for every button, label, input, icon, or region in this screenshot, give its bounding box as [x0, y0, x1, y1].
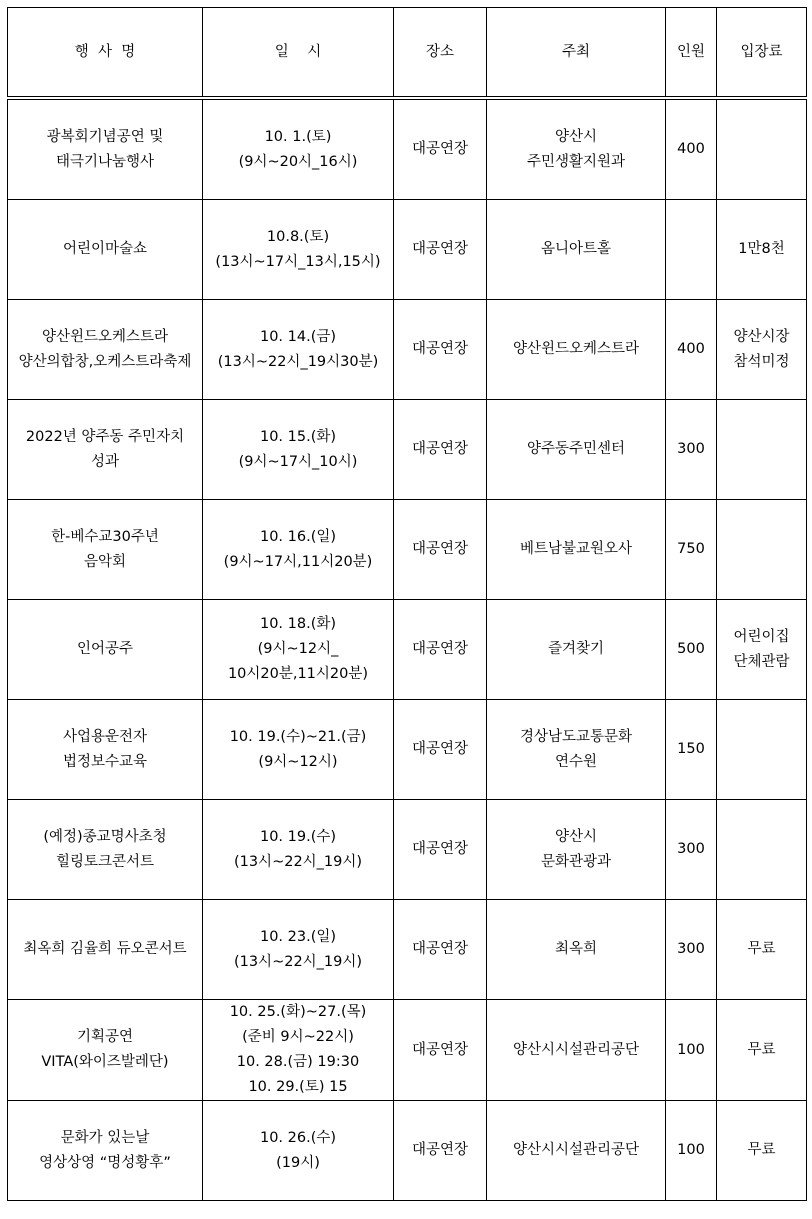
cell-host	[487, 500, 666, 600]
table-row	[8, 900, 807, 1000]
cell-date-time-line: (9시~12시)	[258, 753, 338, 770]
cell-event-name	[8, 400, 203, 500]
cell-capacity-line: 500	[677, 641, 705, 657]
cell-admission-fee	[717, 500, 807, 600]
cell-capacity	[666, 500, 717, 600]
cell-date-time-line: (13시~22시_19시)	[233, 953, 363, 970]
cell-date-time-line: 10. 26.(수)	[259, 1129, 337, 1146]
cell-capacity	[666, 600, 717, 700]
header-capacity: 인원	[666, 8, 717, 99]
cell-date-time-line: (9시~17시,11시20분)	[223, 553, 373, 570]
cell-date-time-line: (13시~22시_19시)	[233, 853, 363, 870]
cell-venue-line: 대공연장	[411, 1041, 469, 1058]
cell-capacity	[666, 700, 717, 800]
cell-venue	[394, 900, 487, 1000]
table-row	[8, 600, 807, 700]
cell-host-line: 경상남도교통문화	[519, 728, 633, 745]
cell-venue	[394, 1000, 487, 1101]
cell-date-time	[203, 400, 394, 500]
cell-host	[487, 98, 666, 200]
cell-event-name-line: 음악회	[83, 553, 127, 570]
cell-venue-line: 대공연장	[411, 741, 469, 757]
cell-event-name-line: 힐링토크콘서트	[55, 853, 155, 870]
cell-date-time-line: 10.8.(토)	[266, 228, 330, 245]
cell-capacity-line: 100	[677, 1041, 705, 1058]
cell-admission-fee	[717, 600, 807, 700]
cell-venue-line: 대공연장	[411, 241, 469, 257]
cell-capacity-line: 300	[677, 941, 705, 957]
cell-capacity	[666, 900, 717, 1000]
cell-event-name-line: 성과	[90, 453, 119, 470]
cell-date-time	[203, 300, 394, 400]
cell-event-name-line: VITA(와이즈발레단)	[41, 1054, 169, 1070]
cell-date-time	[203, 1000, 394, 1101]
header-date-time: 일 시	[203, 8, 394, 99]
cell-host	[487, 300, 666, 400]
cell-admission-fee-line: 무료	[747, 1142, 776, 1158]
cell-event-name	[8, 1000, 203, 1101]
cell-event-name	[8, 98, 203, 200]
cell-host	[487, 600, 666, 700]
table-row	[8, 1101, 807, 1201]
cell-admission-fee-line: 무료	[747, 941, 776, 957]
cell-host	[487, 800, 666, 900]
cell-capacity-line: 150	[677, 741, 705, 757]
cell-host-line: 양산시	[554, 128, 598, 145]
table-row	[8, 200, 807, 300]
cell-date-time-line: (9시~20시_16시)	[238, 153, 358, 170]
cell-host	[487, 900, 666, 1000]
table-body	[8, 98, 807, 1201]
cell-admission-fee	[717, 98, 807, 200]
cell-admission-fee-line: 어린이집	[733, 628, 790, 645]
cell-host-line: 베트남불교원오사	[519, 541, 633, 557]
cell-venue-line: 대공연장	[411, 841, 469, 857]
cell-host	[487, 1000, 666, 1101]
cell-capacity	[666, 1000, 717, 1101]
cell-date-time	[203, 800, 394, 900]
cell-event-name	[8, 700, 203, 800]
cell-admission-fee-line: 무료	[747, 1041, 776, 1058]
cell-host-line: 문화관광과	[540, 853, 612, 870]
header-host: 주최	[487, 8, 666, 99]
cell-venue-line: 대공연장	[411, 641, 469, 657]
cell-date-time-line: 10. 18.(화)	[259, 616, 337, 632]
cell-date-time-line: 10. 16.(일)	[259, 528, 337, 545]
cell-event-name-line: 2022년 양주동 주민자치	[25, 428, 185, 445]
header-admission-fee: 입장료	[717, 8, 807, 99]
cell-date-time	[203, 600, 394, 700]
table-row	[8, 700, 807, 800]
cell-capacity-line: 300	[677, 441, 705, 457]
cell-date-time-line: 10. 29.(토) 15	[248, 1079, 348, 1095]
cell-event-name	[8, 300, 203, 400]
cell-event-name-line: (예정)종교명사초청	[43, 828, 167, 845]
table-row	[8, 800, 807, 900]
cell-admission-fee	[717, 800, 807, 900]
cell-venue-line: 대공연장	[411, 441, 469, 457]
cell-event-name-line: 어린이마술쇼	[62, 241, 148, 257]
cell-date-time	[203, 98, 394, 200]
cell-host-line: 연수원	[554, 753, 598, 770]
cell-admission-fee	[717, 300, 807, 400]
cell-event-name	[8, 1101, 203, 1201]
cell-event-name-line: 사업용운전자	[62, 728, 148, 745]
cell-event-name-line: 한-베수교30주년	[51, 528, 159, 545]
cell-venue	[394, 400, 487, 500]
cell-host-line: 주민생활지원과	[526, 153, 626, 170]
cell-admission-fee-line: 단체관람	[733, 653, 790, 670]
table-row	[8, 98, 807, 200]
event-schedule-table	[7, 7, 807, 1201]
cell-admission-fee	[717, 1000, 807, 1101]
cell-event-name-line: 기획공연	[76, 1029, 134, 1045]
cell-date-time	[203, 700, 394, 800]
cell-capacity	[666, 1101, 717, 1201]
cell-venue-line: 대공연장	[411, 541, 469, 557]
cell-capacity-line: 400	[677, 341, 705, 357]
cell-event-name-line: 양산의합창,오케스트라축제	[18, 353, 192, 370]
cell-admission-fee	[717, 700, 807, 800]
cell-date-time	[203, 500, 394, 600]
cell-date-time-line: (9시~17시_10시)	[238, 453, 358, 470]
cell-capacity	[666, 300, 717, 400]
cell-capacity-line: 400	[677, 141, 705, 157]
table-row	[8, 400, 807, 500]
cell-admission-fee	[717, 900, 807, 1000]
cell-venue-line: 대공연장	[411, 941, 469, 957]
cell-date-time	[203, 1101, 394, 1201]
cell-venue-line: 대공연장	[411, 1142, 469, 1158]
cell-host	[487, 400, 666, 500]
cell-venue	[394, 500, 487, 600]
cell-date-time-line: (13시~17시_13시,15시)	[215, 253, 381, 270]
cell-date-time-line: (9시~12시_	[257, 641, 339, 657]
cell-host-line: 최옥희	[554, 941, 598, 957]
header-venue: 장소	[394, 8, 487, 99]
cell-host-line: 즐겨찾기	[547, 641, 605, 657]
cell-capacity-line: 750	[677, 541, 705, 557]
cell-date-time-line: 10. 15.(화)	[259, 428, 337, 445]
cell-capacity-line: 300	[677, 841, 705, 857]
cell-event-name-line: 영상상영 “명성황후”	[39, 1154, 171, 1171]
cell-admission-fee-line: 양산시장	[733, 328, 790, 345]
cell-event-name-line: 양산윈드오케스트라	[41, 328, 169, 345]
table-header	[8, 8, 807, 99]
cell-event-name-line: 광복회기념공연 및	[46, 128, 164, 145]
cell-date-time-line: 10. 23.(일)	[259, 928, 337, 945]
cell-event-name-line: 문화가 있는날	[60, 1129, 150, 1146]
table-row	[8, 300, 807, 400]
cell-event-name-line: 법정보수교육	[62, 753, 148, 770]
cell-event-name	[8, 900, 203, 1000]
cell-event-name	[8, 600, 203, 700]
cell-date-time	[203, 200, 394, 300]
cell-event-name	[8, 200, 203, 300]
cell-capacity	[666, 800, 717, 900]
cell-date-time-line: (19시)	[276, 1154, 320, 1171]
header-event-name: 행 사 명	[8, 8, 203, 99]
cell-admission-fee	[717, 1101, 807, 1201]
cell-date-time-line: 10. 19.(수)~21.(금)	[229, 728, 367, 745]
table-row	[8, 1000, 807, 1101]
cell-host-line: 옴니아트홀	[540, 241, 612, 257]
cell-date-time-line: 10. 25.(화)~27.(목)	[229, 1004, 367, 1020]
cell-host-line: 양산시	[554, 828, 598, 845]
cell-host	[487, 1101, 666, 1201]
cell-admission-fee-line: 1만8천	[738, 241, 785, 257]
cell-event-name-line: 태극기나눔행사	[55, 153, 155, 170]
cell-venue-line: 대공연장	[411, 141, 469, 157]
cell-admission-fee-line: 참석미정	[733, 353, 790, 370]
cell-host	[487, 700, 666, 800]
cell-venue	[394, 1101, 487, 1201]
cell-capacity	[666, 200, 717, 300]
cell-event-name-line: 최옥희 김율희 듀오콘서트	[23, 941, 187, 957]
cell-event-name	[8, 500, 203, 600]
cell-capacity	[666, 98, 717, 200]
cell-date-time-line: 10시20분,11시20분)	[227, 666, 369, 682]
cell-venue	[394, 200, 487, 300]
cell-venue	[394, 800, 487, 900]
cell-venue	[394, 700, 487, 800]
cell-venue	[394, 300, 487, 400]
cell-date-time-line: (13시~22시_19시30분)	[217, 353, 379, 370]
cell-capacity	[666, 400, 717, 500]
cell-event-name	[8, 800, 203, 900]
cell-venue	[394, 600, 487, 700]
cell-date-time-line: 10. 19.(수)	[259, 828, 337, 845]
cell-date-time	[203, 900, 394, 1000]
cell-capacity-line: 100	[677, 1142, 705, 1158]
cell-host-line: 양산시시설관리공단	[512, 1041, 640, 1058]
cell-date-time-line: (준비 9시~22시)	[242, 1029, 354, 1045]
cell-venue-line: 대공연장	[411, 341, 469, 357]
cell-date-time-line: 10. 1.(토)	[264, 128, 332, 145]
cell-admission-fee	[717, 400, 807, 500]
cell-host	[487, 200, 666, 300]
cell-host-line: 양산윈드오케스트라	[512, 341, 640, 357]
cell-event-name-line: 인어공주	[76, 641, 134, 657]
table-row	[8, 500, 807, 600]
cell-date-time-line: 10. 28.(금) 19:30	[236, 1054, 360, 1070]
cell-date-time-line: 10. 14.(금)	[259, 328, 337, 345]
cell-admission-fee	[717, 200, 807, 300]
cell-host-line: 양산시시설관리공단	[512, 1142, 640, 1158]
cell-host-line: 양주동주민센터	[526, 441, 626, 457]
cell-venue	[394, 98, 487, 200]
